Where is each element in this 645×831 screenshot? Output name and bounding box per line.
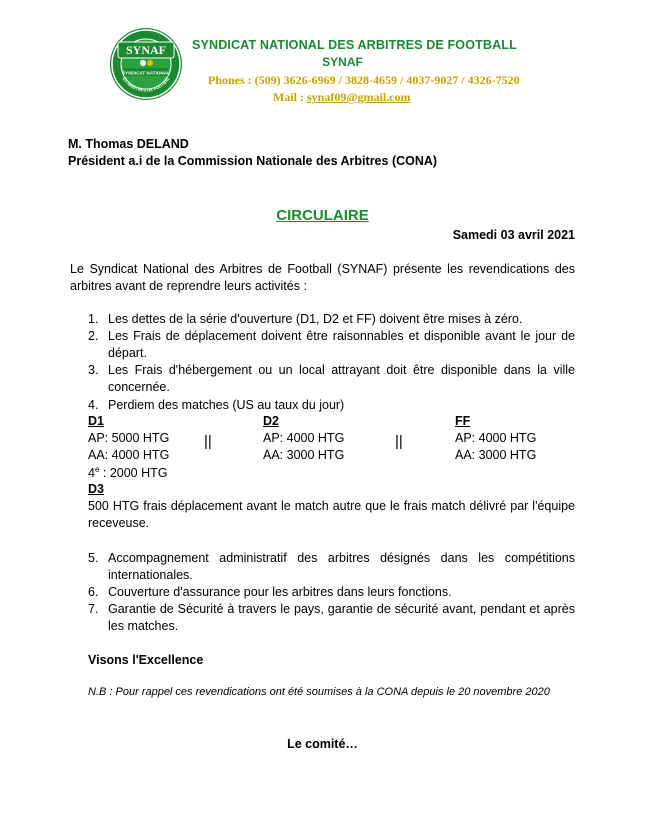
list-number: 3. — [88, 363, 99, 377]
list-text: Perdiem des matches (US au taux du jour) — [108, 398, 345, 412]
recipient-name: M. Thomas DELAND — [68, 137, 189, 151]
logo-ring-text: ES ARBITRES DE FOOTBAL — [121, 75, 171, 93]
logo-text: SYNAF — [125, 43, 167, 57]
recipient-title: Président a.i de la Commission Nationale des Arbitres (CONA) — [68, 154, 438, 168]
mail-label: Mail : — [273, 90, 307, 104]
org-abbr: SYNAF — [322, 55, 363, 69]
list-text: Garantie de Sécurité à travers le pays, garantie de sécurité avant, pendant et après les matches. — [108, 602, 575, 633]
mail-link[interactable]: synaf09@gmail.com — [307, 90, 411, 104]
ff-ap: AP: 4000 HTG — [455, 431, 537, 445]
mail-line — [273, 90, 411, 105]
document-date: Samedi 03 avril 2021 — [452, 228, 575, 242]
d1-fourth-num: 4 — [88, 466, 95, 481]
d3-text: 500 HTG frais déplacement avant le match autre que le frais match délivré par l'équipe receveuse. — [88, 499, 575, 530]
column-separator: || — [204, 433, 212, 450]
document-title: CIRCULAIRE — [276, 207, 369, 224]
list-number: 7. — [88, 602, 99, 616]
d1-heading: D1 — [88, 414, 104, 428]
phone-numbers: Phones : (509) 3626-6969 / 3828-4659 / 4037-9027 / 4326-7520 — [208, 73, 520, 87]
d2-heading: D2 — [263, 414, 279, 428]
column-separator: || — [395, 433, 403, 450]
intro-paragraph: Le Syndicat National des Arbitres de Football (SYNAF) présente les revendications des arbitres avant de reprendre leurs activités : — [70, 262, 575, 293]
d1-fourth-sup: e — [94, 465, 100, 474]
d3-heading: D3 — [88, 482, 104, 496]
ff-aa: AA: 3000 HTG — [455, 448, 537, 462]
list-number: 4. — [88, 398, 99, 412]
list-text: Couverture d'assurance pour les arbitres dans leurs fonctions. — [108, 585, 452, 599]
ff-heading: FF — [455, 414, 471, 428]
d1-fourth-rest: : 2000 HTG — [99, 466, 168, 481]
logo-subtitle: SYNDICAT NATIONAL — [122, 70, 170, 76]
list-number: 2. — [88, 329, 99, 343]
list-text: Les Frais d'hébergement ou un local attrayant doit être disponible dans la ville concernée. — [108, 363, 575, 394]
d1-aa: AA: 4000 HTG — [88, 448, 170, 462]
list-text: Accompagnement administratif des arbitres désignés dans les compétitions internationales. — [108, 551, 575, 582]
list-number: 6. — [88, 585, 99, 599]
d2-aa: AA: 3000 HTG — [263, 448, 345, 462]
list-number: 1. — [88, 312, 99, 326]
list-number: 5. — [88, 551, 99, 565]
d1-fourth — [88, 465, 168, 480]
list-text: Les dettes de la série d'ouverture (D1, D2 et FF) doivent être mises à zéro. — [108, 312, 523, 326]
d2-ap: AP: 4000 HTG — [263, 431, 345, 445]
list-text: Les Frais de déplacement doivent être raisonnables et disponible avant le jour de départ. — [108, 329, 575, 360]
d1-ap: AP: 5000 HTG — [88, 431, 170, 445]
motto: Visons l'Excellence — [88, 653, 204, 667]
nb-note: N.B : Pour rappel ces revendications ont été soumises à la CONA depuis le 20 novembre 2020 — [88, 686, 550, 698]
signature: Le comité… — [287, 737, 358, 751]
org-name: SYNDICAT NATIONAL DES ARBITRES DE FOOTBALL — [192, 38, 517, 52]
